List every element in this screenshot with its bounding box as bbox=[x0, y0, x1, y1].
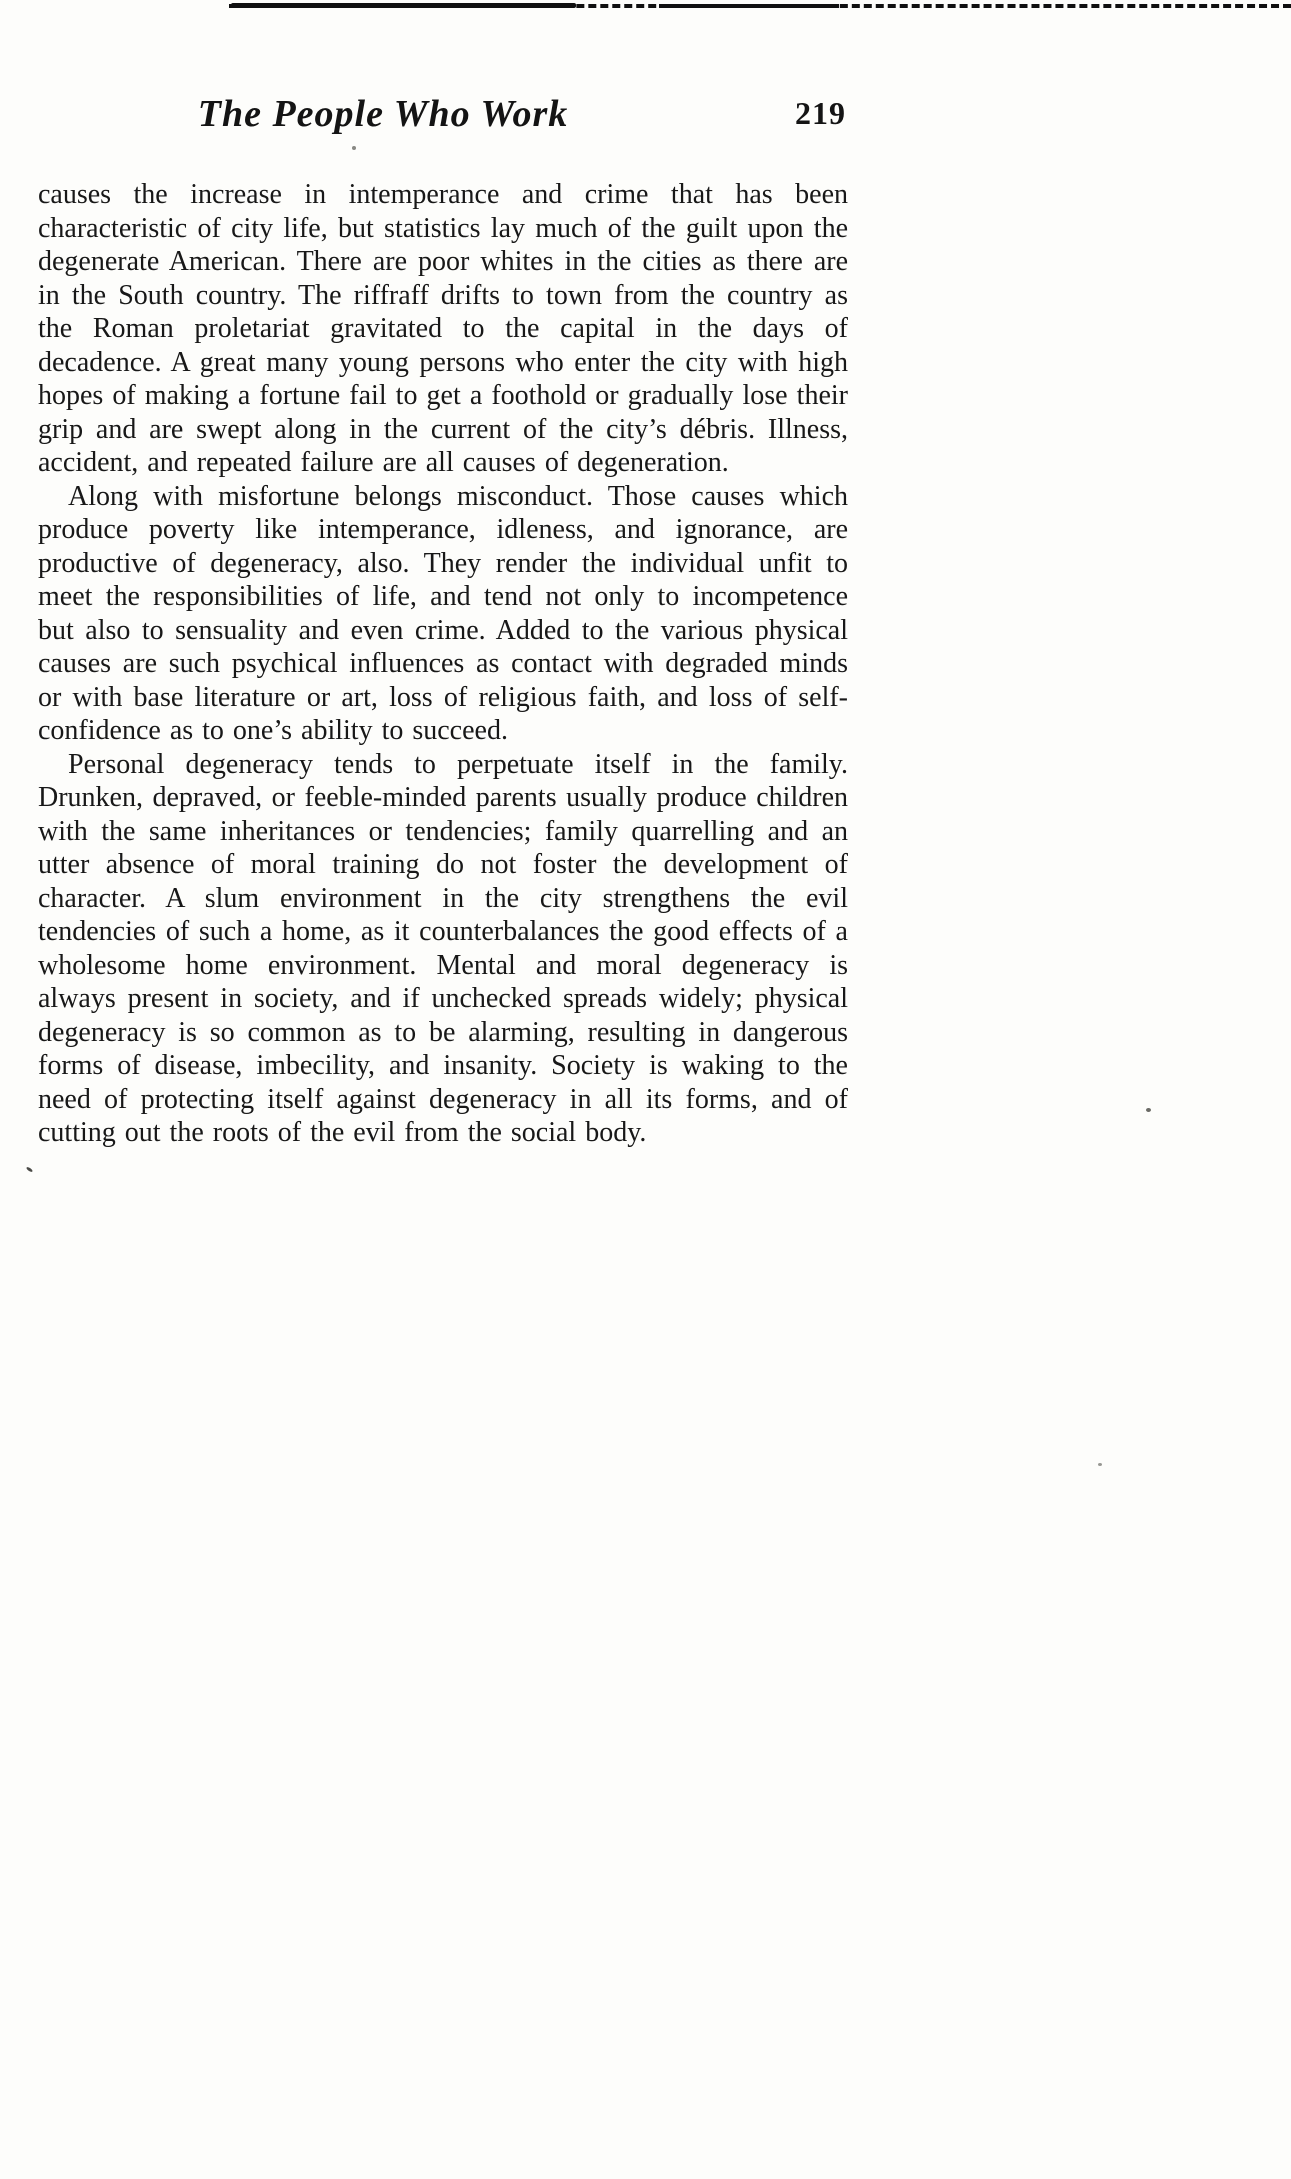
running-header bbox=[38, 92, 848, 150]
page-content bbox=[38, 92, 848, 1150]
scan-speck bbox=[26, 1166, 33, 1172]
scan-speck bbox=[1098, 1463, 1102, 1466]
paragraph-2: Along with misfortune belongs misconduct. Those causes which produce poverty like intemperance, idleness, and ignorance, are productive of degeneracy, also. They render the individual unfit to meet the responsibilities of life, and tend not only to incompetence but also to sensuality and even crime. Added to the various physical causes are such psychical influences as contact with degraded minds or with base literature or art, loss of religious faith, and loss of self-confidence as to one’s ability to succeed. bbox=[38, 480, 848, 746]
scan-speck bbox=[1146, 1108, 1151, 1112]
scan-artifact-line bbox=[229, 4, 1291, 8]
page-title: The People Who Work bbox=[197, 93, 569, 135]
page-number: 219 bbox=[795, 95, 846, 131]
paragraph-3: Personal degeneracy tends to perpetuate itself in the family. Drunken, depraved, or feeble-minded parents usually produce children with the same inheritances or tendencies; family quarrelling and an utter absence of moral training do not foster the development of character. A slum environment in the city strengthens the evil tendencies of such a home, as it counterbalances the good effects of a wholesome home environment. Mental and moral degeneracy is always present in society, and if unchecked spreads widely; physical degeneracy is so common as to be alarming, resulting in dangerous forms of disease, imbecility, and insanity. Society is waking to the need of protecting itself against degeneracy in all its forms, and of cutting out the roots of the evil from the social body. bbox=[38, 748, 848, 1148]
scan-speck bbox=[352, 146, 356, 150]
body-text bbox=[38, 178, 848, 1150]
paragraph-1: causes the increase in intemperance and crime that has been characteristic of city life, but statistics lay much of the guilt upon the degenerate American. There are poor whites in the cities as there are in the South country. The riffraff drifts to town from the country as the Roman proletariat gravitated to the capital in the days of decadence. A great many young persons who enter the city with high hopes of making a fortune fail to get a foothold or gradually lose their grip and are swept along in the current of the city’s débris. Illness, accident, and repeated failure are all causes of degeneration. bbox=[38, 179, 848, 478]
